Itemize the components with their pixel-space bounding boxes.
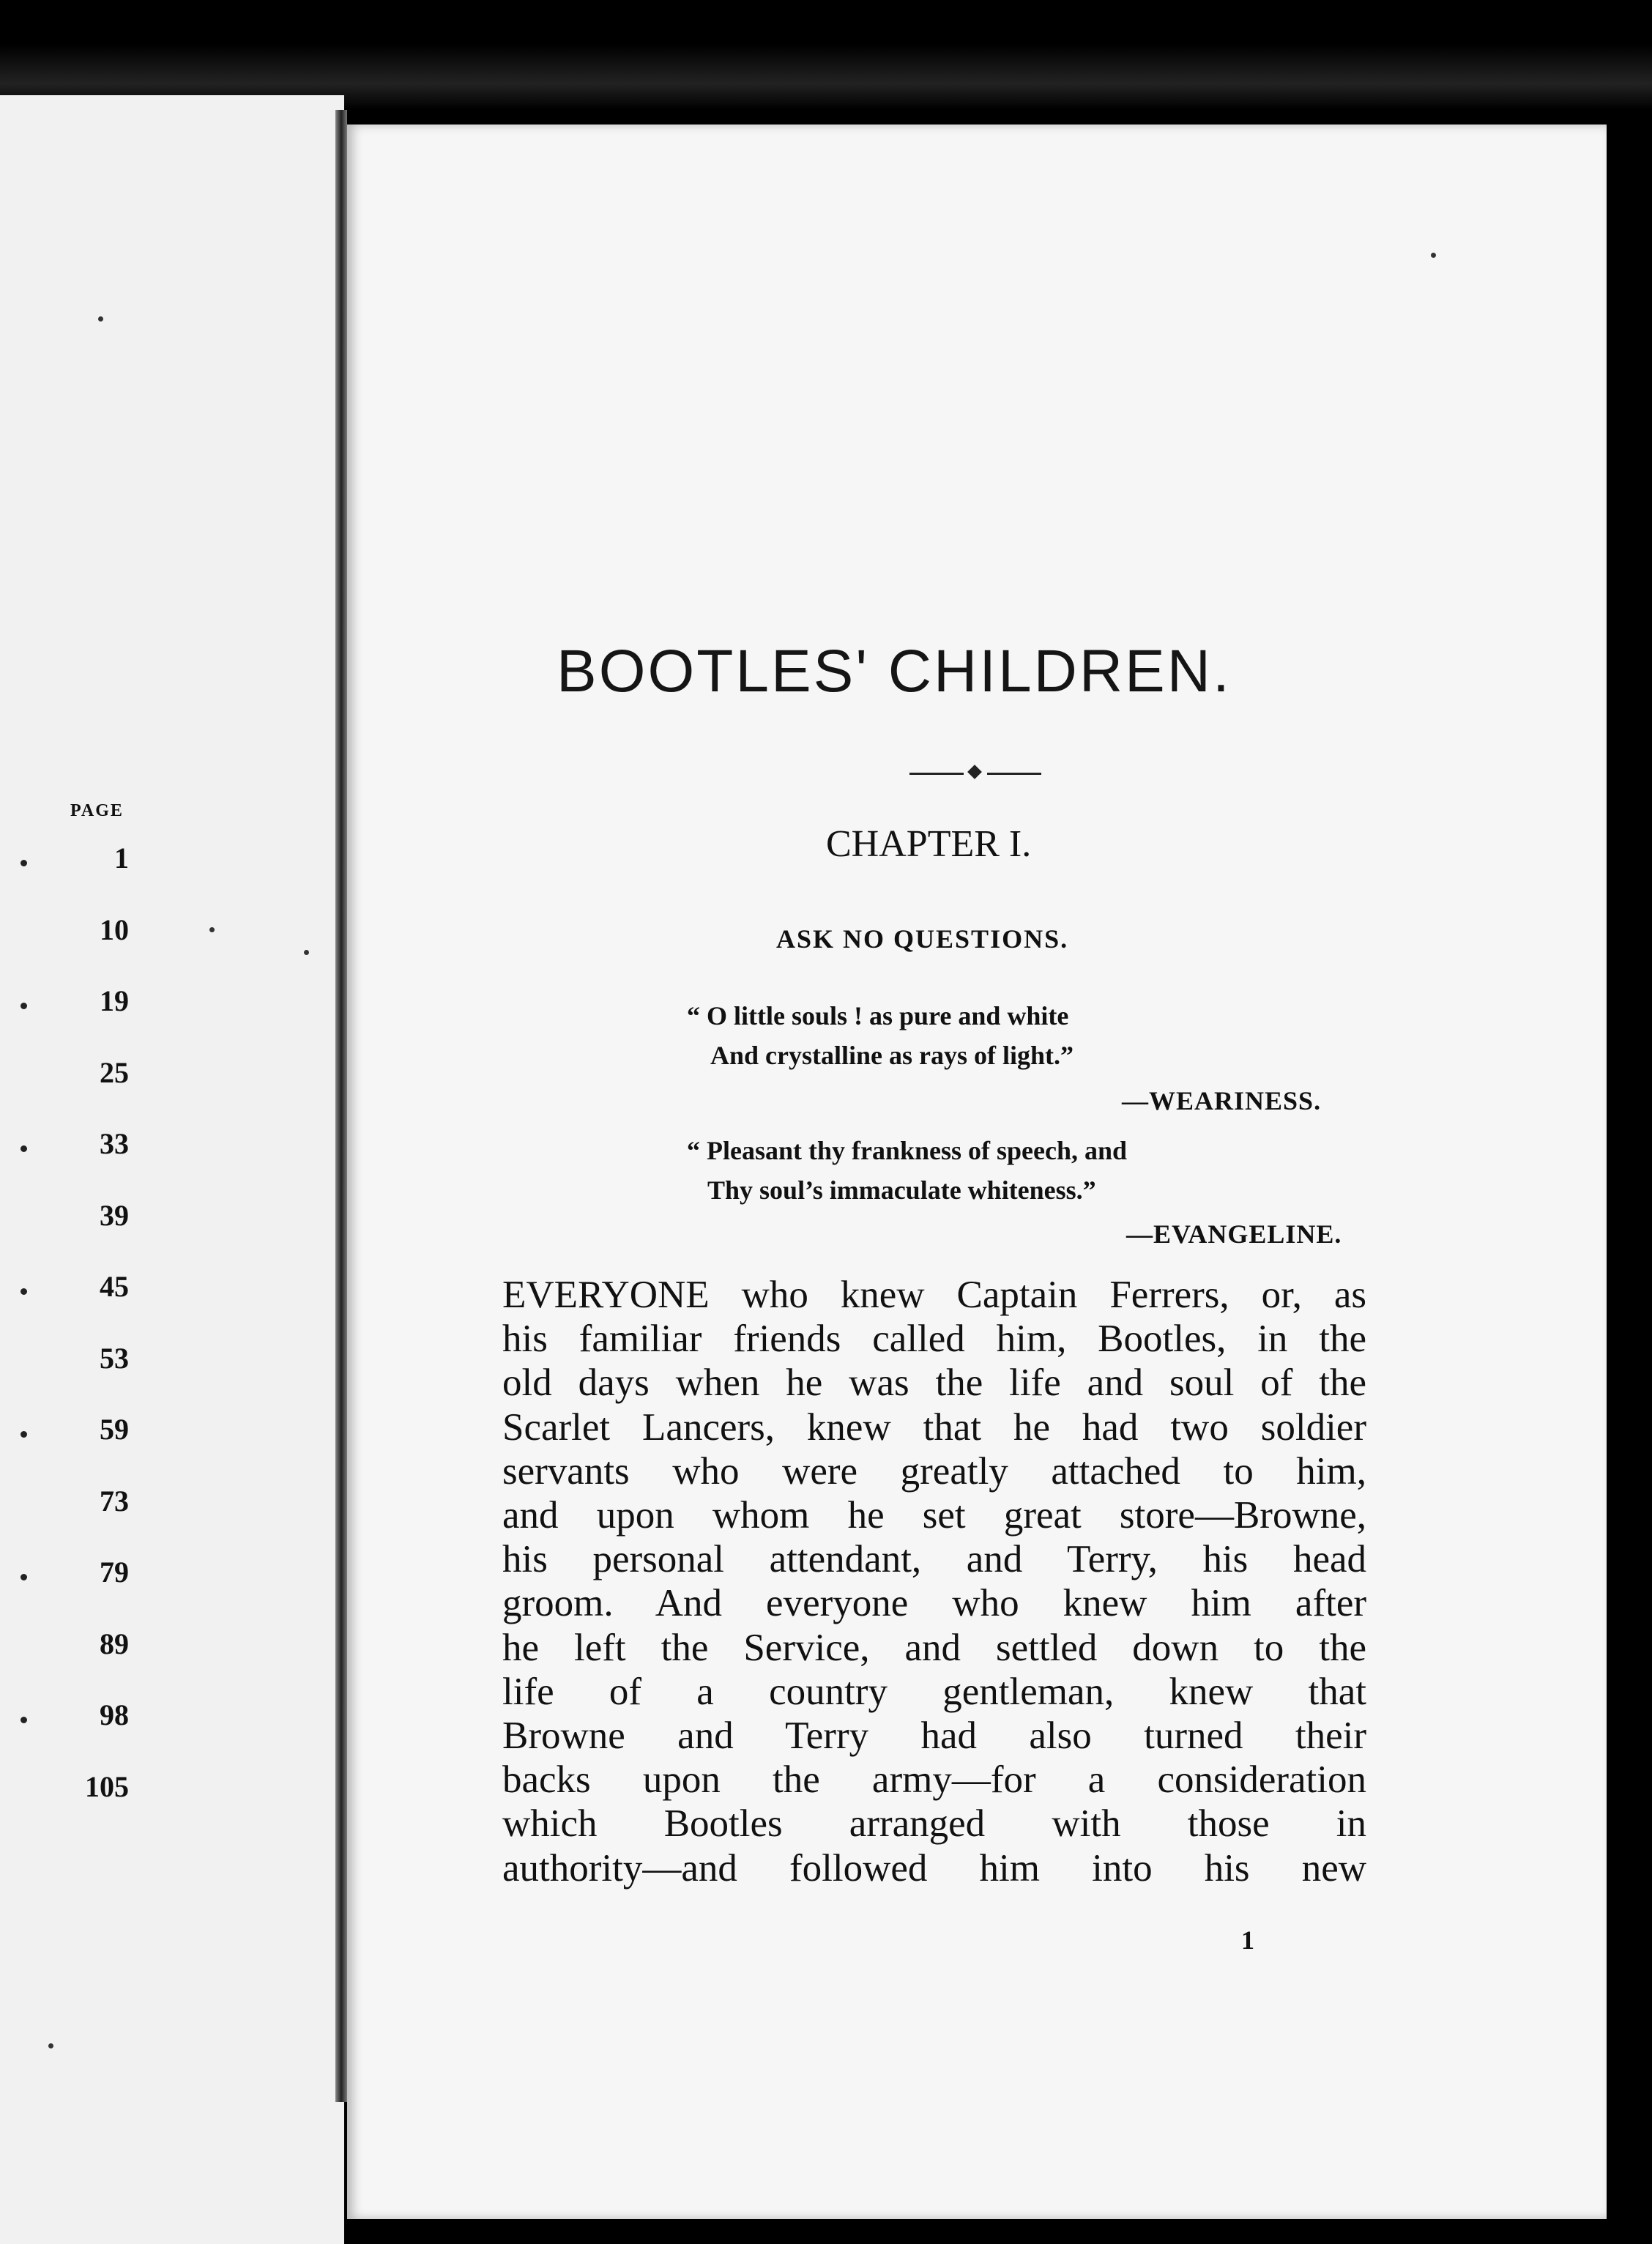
epigraph-line: And crystalline as rays of light.” <box>710 1041 1074 1070</box>
epigraph-line: “ Pleasant thy frankness of speech, and <box>687 1136 1128 1165</box>
body-line: life of a country gentleman, knew that <box>502 1670 1366 1713</box>
body-line: Scarlet Lancers, knew that he had two soldier <box>502 1405 1366 1449</box>
body-line: EVERYONE who knew Captain Ferrers, or, as <box>502 1274 1366 1316</box>
toc-page-number: 98 <box>100 1698 129 1731</box>
body-line: and upon whom he set great store—Browne, <box>502 1494 1366 1537</box>
body-line: Browne and Terry had also turned their <box>502 1714 1366 1757</box>
book-title: BOOTLES' CHILDREN. <box>557 638 1232 705</box>
body-line: his personal attendant, and Terry, his head <box>502 1538 1366 1581</box>
toc-page-number: 45 <box>100 1270 129 1303</box>
body-line: old days when he was the life and soul of the <box>502 1361 1366 1405</box>
body-line: which Bootles arranged with those in <box>502 1802 1366 1846</box>
epigraph-line: Thy soul’s immaculate whiteness.” <box>707 1175 1096 1205</box>
page-gutter <box>335 110 347 2102</box>
body-line: authority—and followed him into his new <box>502 1846 1366 1890</box>
body-line: his familiar friends called him, Bootles, in the <box>502 1318 1366 1361</box>
scan-speck <box>98 316 103 322</box>
toc-leader-dot <box>21 1574 27 1580</box>
epigraph-line: “ O little souls ! as pure and white <box>687 1001 1069 1030</box>
epigraph-attribution: —WEARINESS. <box>1122 1086 1322 1115</box>
toc-leader-dot <box>21 1003 27 1009</box>
book-page <box>347 125 1607 2219</box>
toc-page-number: 39 <box>100 1198 129 1232</box>
scan-speck <box>48 2043 53 2048</box>
toc-leader-dot <box>21 1717 27 1723</box>
toc-page-number: 73 <box>100 1484 129 1517</box>
scan-speck <box>1431 253 1436 258</box>
toc-leader-dot <box>21 1145 27 1152</box>
toc-leader-dot <box>21 1288 27 1295</box>
toc-page-number: 53 <box>100 1341 129 1375</box>
toc-page-number: 1 <box>114 842 129 874</box>
toc-page-number: 89 <box>100 1627 129 1660</box>
epigraph-attribution: —EVANGELINE. <box>1126 1219 1342 1249</box>
chapter-heading: CHAPTER I. <box>826 823 1032 865</box>
toc-page-number: 19 <box>100 984 129 1017</box>
toc-leader-dot <box>21 1431 27 1438</box>
scan-speck <box>209 927 215 932</box>
scan-speck <box>304 950 309 955</box>
toc-header: PAGE <box>70 801 124 820</box>
ornament-divider <box>909 771 1041 776</box>
body-line: he left the Service, and settled down to the <box>502 1626 1366 1669</box>
toc-page-number: 10 <box>100 913 129 946</box>
page-number: 1 <box>1241 1925 1254 1955</box>
toc-page-number: 33 <box>100 1127 129 1160</box>
body-line: backs upon the army—for a consideration <box>502 1758 1366 1802</box>
toc-leader-dot <box>21 860 27 866</box>
previous-page <box>0 95 344 2244</box>
toc-page-number: 25 <box>100 1055 129 1089</box>
chapter-title: ASK NO QUESTIONS. <box>776 924 1069 954</box>
toc-page-number: 79 <box>100 1556 129 1589</box>
toc-page-number: 105 <box>85 1769 129 1803</box>
body-line: groom. And everyone who knew him after <box>502 1582 1366 1625</box>
body-line: servants who were greatly attached to him, <box>502 1449 1366 1493</box>
toc-page-number: 59 <box>100 1413 129 1446</box>
